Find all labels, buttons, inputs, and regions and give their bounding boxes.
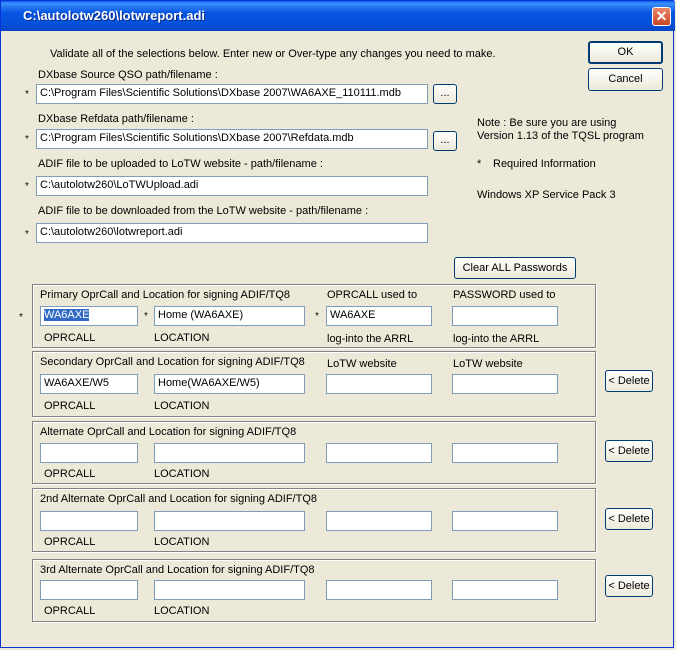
- lotw-website-header: LoTW website: [327, 358, 397, 370]
- browse-source-button[interactable]: ...: [433, 84, 457, 104]
- oprcall-label: OPRCALL: [44, 468, 96, 480]
- download-file-label: ADIF file to be downloaded from the LoTW website - path/filename :: [38, 205, 369, 217]
- second-alternate-oprcall-used-input[interactable]: [326, 511, 432, 531]
- group-title: Secondary OprCall and Location for signing ADIF/TQ8: [40, 356, 305, 368]
- primary-location-input[interactable]: Home (WA6AXE): [154, 306, 305, 326]
- title-bar[interactable]: [1, 1, 675, 31]
- alternate-group: [32, 421, 596, 484]
- dxbase-refdata-label: DXbase Refdata path/filename :: [38, 113, 194, 125]
- intro-text: Validate all of the selections below. Enter new or Over-type any changes you need to make.: [50, 48, 496, 60]
- location-label: LOCATION: [154, 332, 210, 344]
- required-marker: *: [144, 311, 148, 322]
- primary-oprcall-input[interactable]: WA6AXE: [40, 306, 138, 326]
- lotw-website-header: LoTW website: [453, 358, 523, 370]
- group-title: 2nd Alternate OprCall and Location for signing ADIF/TQ8: [40, 493, 317, 505]
- required-note: Required Information: [493, 158, 596, 170]
- secondary-location-input[interactable]: Home(WA6AXE/W5): [154, 374, 305, 394]
- close-icon: ✕: [655, 8, 668, 24]
- secondary-password-input[interactable]: [452, 374, 558, 394]
- dxbase-refdata-input[interactable]: C:\Program Files\Scientific Solutions\DXbase 2007\Refdata.mdb: [36, 129, 428, 149]
- oprcall-label: OPRCALL: [44, 332, 96, 344]
- second-alternate-group: [32, 488, 596, 552]
- second-alternate-location-input[interactable]: [154, 511, 305, 531]
- password-used-subheader: log-into the ARRL: [453, 333, 540, 345]
- cancel-button[interactable]: Cancel: [588, 68, 663, 91]
- ok-button[interactable]: OK: [588, 41, 663, 64]
- location-label: LOCATION: [154, 536, 210, 548]
- oprcall-label: OPRCALL: [44, 400, 96, 412]
- secondary-oprcall-input[interactable]: WA6AXE/W5: [40, 374, 138, 394]
- oprcall-used-header: OPRCALL used to: [327, 289, 418, 301]
- alternate-password-input[interactable]: [452, 443, 558, 463]
- browse-refdata-button[interactable]: ...: [433, 131, 457, 151]
- required-marker: *: [25, 181, 29, 192]
- primary-oprcall-used-input[interactable]: WA6AXE: [326, 306, 432, 326]
- primary-password-input[interactable]: [452, 306, 558, 326]
- location-label: LOCATION: [154, 468, 210, 480]
- clear-passwords-button[interactable]: Clear ALL Passwords: [454, 257, 576, 279]
- group-title: Primary OprCall and Location for signing ADIF/TQ8: [40, 289, 291, 301]
- delete-second-alternate-button[interactable]: < Delete: [605, 508, 653, 530]
- note-line-1: Note : Be sure you are using: [477, 117, 617, 129]
- alternate-oprcall-input[interactable]: [40, 443, 138, 463]
- window-title: C:\autolotw260\lotwreport.adi: [23, 8, 206, 23]
- alternate-location-input[interactable]: [154, 443, 305, 463]
- alternate-oprcall-used-input[interactable]: [326, 443, 432, 463]
- required-marker: *: [25, 89, 29, 100]
- delete-secondary-button[interactable]: < Delete: [605, 370, 653, 392]
- oprcall-used-subheader: log-into the ARRL: [327, 333, 414, 345]
- dxbase-source-input[interactable]: C:\Program Files\Scientific Solutions\DXbase 2007\WA6AXE_110111.mdb: [36, 84, 428, 104]
- group-title: 3rd Alternate OprCall and Location for signing ADIF/TQ8: [40, 564, 315, 576]
- required-marker: *: [19, 312, 23, 323]
- download-file-input[interactable]: C:\autolotw260\lotwreport.adi: [36, 223, 428, 243]
- location-label: LOCATION: [154, 400, 210, 412]
- required-marker: *: [315, 311, 319, 322]
- third-alternate-oprcall-input[interactable]: [40, 580, 138, 600]
- required-marker: *: [25, 134, 29, 145]
- oprcall-label: OPRCALL: [44, 536, 96, 548]
- required-marker: *: [25, 229, 29, 240]
- delete-alternate-button[interactable]: < Delete: [605, 440, 653, 462]
- os-note: Windows XP Service Pack 3: [477, 189, 616, 201]
- third-alternate-group: [32, 559, 596, 622]
- delete-third-alternate-button[interactable]: < Delete: [605, 575, 653, 597]
- third-alternate-password-input[interactable]: [452, 580, 558, 600]
- location-label: LOCATION: [154, 605, 210, 617]
- password-used-header: PASSWORD used to: [453, 289, 556, 301]
- required-note-marker: *: [477, 158, 482, 170]
- third-alternate-location-input[interactable]: [154, 580, 305, 600]
- oprcall-label: OPRCALL: [44, 605, 96, 617]
- upload-file-label: ADIF file to be uploaded to LoTW website - path/filename :: [38, 158, 323, 170]
- second-alternate-password-input[interactable]: [452, 511, 558, 531]
- secondary-oprcall-used-input[interactable]: [326, 374, 432, 394]
- secondary-group: [32, 351, 596, 417]
- second-alternate-oprcall-input[interactable]: [40, 511, 138, 531]
- group-title: Alternate OprCall and Location for signing ADIF/TQ8: [40, 426, 297, 438]
- note-line-2: Version 1.13 of the TQSL program: [477, 130, 644, 142]
- upload-file-input[interactable]: C:\autolotw260\LoTWUpload.adi: [36, 176, 428, 196]
- primary-group: [32, 284, 596, 348]
- close-button[interactable]: [652, 7, 671, 26]
- dxbase-source-label: DXbase Source QSO path/filename :: [38, 69, 218, 81]
- third-alternate-oprcall-used-input[interactable]: [326, 580, 432, 600]
